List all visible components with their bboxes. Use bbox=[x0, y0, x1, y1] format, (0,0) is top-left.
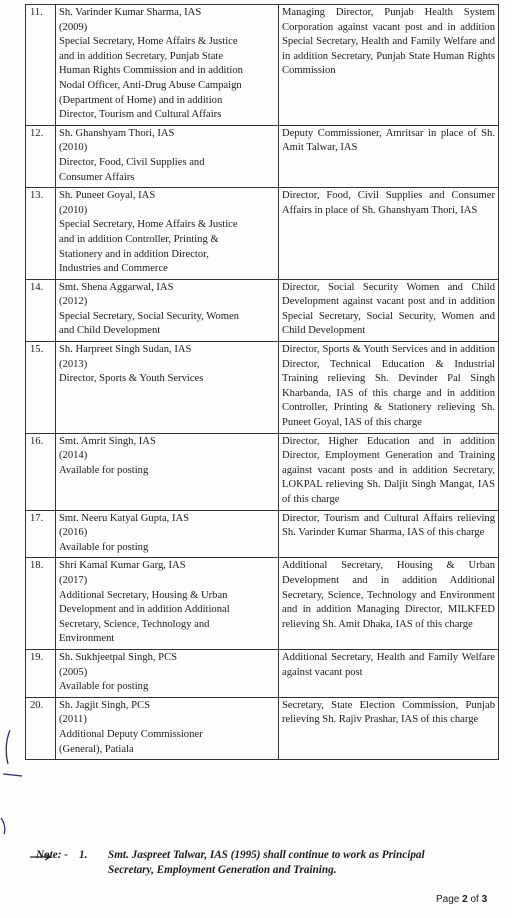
officer-cell bbox=[56, 342, 279, 434]
officer-name: Sh. Sukhjeetpal Singh, PCS bbox=[59, 651, 178, 663]
current-posting-line: Additional Deputy Commissioner bbox=[59, 728, 203, 740]
table-row bbox=[26, 279, 499, 341]
officer-cell bbox=[56, 649, 279, 697]
note-line-2: Secretary, Employment Generation and Training. bbox=[108, 864, 337, 876]
new-posting-cell: Additional Secretary, Housing & Urban Development and in addition Additional Secretary, Science, Technology and Environment and in addition Managing Director, MILKFED relieving Sh. Amit Dhaka, IAS of this charge bbox=[279, 558, 499, 650]
new-posting-cell: Director, Higher Education and in addition Director, Employment Generation and Training against vacant posts and in addition Secretary, LOKPAL relieving Sh. Daljit Singh Mangat, IAS of this charge bbox=[279, 433, 499, 510]
new-posting-cell: Director, Social Security Women and Child Development against vacant post and in addition Special Secretary, Social Security, Women and Child Development bbox=[279, 279, 499, 341]
note-line-1: Smt. Jaspreet Talwar, IAS (1995) shall continue to work as Principal bbox=[108, 849, 425, 861]
officer-name: Sh. Harpreet Singh Sudan, IAS bbox=[59, 344, 192, 356]
current-posting-line: Human Rights Commission and in addition bbox=[59, 65, 243, 77]
officer-batch-year: (2005) bbox=[59, 666, 88, 678]
officer-cell bbox=[56, 5, 279, 126]
current-posting-line: (Department of Home) and in addition bbox=[59, 94, 223, 106]
officer-cell bbox=[56, 697, 279, 759]
table-row bbox=[26, 342, 499, 434]
page-number bbox=[436, 894, 487, 905]
page-total: 3 bbox=[481, 894, 488, 905]
new-posting-cell: Deputy Commissioner, Amritsar in place of Sh. Amit Talwar, IAS bbox=[279, 125, 499, 187]
row-serial-number: 17. bbox=[26, 510, 56, 558]
new-posting-cell: Director, Tourism and Cultural Affairs relieving Sh. Varinder Kumar Sharma, IAS of this charge bbox=[279, 510, 499, 558]
officer-batch-year: (2012) bbox=[59, 296, 88, 308]
current-posting-line: Special Secretary, Home Affairs & Justice bbox=[59, 36, 238, 48]
row-serial-number: 16. bbox=[26, 433, 56, 510]
officer-batch-year: (2011) bbox=[59, 714, 87, 726]
current-posting-line: Industries and Commerce bbox=[59, 263, 168, 275]
officer-batch-year: (2010) bbox=[59, 142, 88, 154]
current-posting-line: Director, Food, Civil Supplies and bbox=[59, 156, 205, 168]
row-serial-number: 19. bbox=[26, 649, 56, 697]
table-row bbox=[26, 125, 499, 187]
page-current: 2 bbox=[462, 894, 468, 905]
table-row bbox=[26, 558, 499, 650]
current-posting-line: Nodal Officer, Anti-Drug Abuse Campaign bbox=[59, 79, 242, 91]
officer-name: Sh. Jagjit Singh, PCS bbox=[59, 699, 150, 711]
new-posting-cell: Director, Food, Civil Supplies and Consumer Affairs in place of Sh. Ghanshyam Thori, IAS bbox=[279, 188, 499, 280]
officer-cell bbox=[56, 510, 279, 558]
transfer-posting-table bbox=[25, 4, 499, 760]
current-posting-line: Special Secretary, Home Affairs & Justice bbox=[59, 219, 238, 231]
table-row bbox=[26, 188, 499, 280]
officer-cell bbox=[56, 433, 279, 510]
current-posting-line: Special Secretary, Social Security, Women bbox=[59, 310, 239, 322]
officer-batch-year: (2009) bbox=[59, 21, 88, 33]
current-posting-line: Stationery and in addition Director, bbox=[59, 248, 209, 260]
row-serial-number: 15. bbox=[26, 342, 56, 434]
current-posting-line: Available for posting bbox=[59, 681, 149, 693]
current-posting-line: and in addition Controller, Printing & bbox=[59, 233, 219, 245]
current-posting-line: Secretary, Science, Technology and bbox=[59, 618, 210, 630]
table-row bbox=[26, 510, 499, 558]
officer-name: Smt. Amrit Singh, IAS bbox=[59, 435, 156, 447]
current-posting-line: Development and in addition Additional bbox=[59, 604, 230, 616]
officer-name: Smt. Neeru Katyal Gupta, IAS bbox=[59, 512, 190, 524]
new-posting-cell: Director, Sports & Youth Services and in addition Director, Technical Education & Industrial Training relieving Sh. Devinder Pal Singh Kharbanda, IAS of this charge and in addition Controller, Printing & Stationery relieving Sh. Puneet Goyal, IAS of this charge bbox=[279, 342, 499, 434]
row-serial-number: 11. bbox=[26, 5, 56, 126]
page-of: of bbox=[470, 894, 479, 905]
current-posting-line: Environment bbox=[59, 633, 115, 645]
row-serial-number: 18. bbox=[26, 558, 56, 650]
current-posting-line: Additional Secretary, Housing & Urban bbox=[59, 589, 228, 601]
note-number: 1. bbox=[79, 849, 88, 861]
current-posting-line: Available for posting bbox=[59, 541, 149, 553]
current-posting-line: and in addition Secretary, Punjab State bbox=[59, 50, 224, 62]
new-posting-cell: Additional Secretary, Health and Family Welfare against vacant post bbox=[279, 649, 499, 697]
current-posting-line: Consumer Affairs bbox=[59, 171, 135, 183]
current-posting-line: Director, Tourism and Cultural Affairs bbox=[59, 109, 222, 121]
table-row bbox=[26, 649, 499, 697]
officer-batch-year: (2017) bbox=[59, 574, 88, 586]
officer-name: Smt. Shena Aggarwal, IAS bbox=[59, 281, 174, 293]
officer-cell bbox=[56, 279, 279, 341]
new-posting-cell: Managing Director, Punjab Health System Corporation against vacant post and in addition Special Secretary, Health and Family Welfare and in addition Secretary, Punjab State Human Rights Commission bbox=[279, 5, 499, 126]
officer-batch-year: (2016) bbox=[59, 527, 88, 539]
officer-cell bbox=[56, 558, 279, 650]
officer-batch-year: (2010) bbox=[59, 204, 88, 216]
officer-batch-year: (2013) bbox=[59, 358, 88, 370]
officer-cell bbox=[56, 188, 279, 280]
page-prefix: Page bbox=[436, 894, 460, 905]
current-posting-line: and Child Development bbox=[59, 325, 161, 337]
officer-batch-year: (2014) bbox=[59, 450, 88, 462]
table-row bbox=[26, 697, 499, 759]
current-posting-line: Available for posting bbox=[59, 464, 149, 476]
officer-name: Shri Kamal Kumar Garg, IAS bbox=[59, 560, 186, 572]
officer-name: Sh. Puneet Goyal, IAS bbox=[59, 190, 156, 202]
table-row bbox=[26, 5, 499, 126]
row-serial-number: 13. bbox=[26, 188, 56, 280]
current-posting-line: Director, Sports & Youth Services bbox=[59, 373, 204, 385]
table-row bbox=[26, 433, 499, 510]
officer-name: Sh. Ghanshyam Thori, IAS bbox=[59, 127, 175, 139]
margin-pen-mark bbox=[0, 722, 24, 872]
row-serial-number: 20. bbox=[26, 697, 56, 759]
row-serial-number: 14. bbox=[26, 279, 56, 341]
new-posting-cell: Secretary, State Election Commission, Punjab relieving Sh. Rajiv Prashar, IAS of this charge bbox=[279, 697, 499, 759]
table-body bbox=[26, 5, 499, 760]
officer-name: Sh. Varinder Kumar Sharma, IAS bbox=[59, 7, 202, 18]
row-serial-number: 12. bbox=[26, 125, 56, 187]
note-text bbox=[108, 848, 512, 878]
current-posting-line: (General), Patiala bbox=[59, 743, 134, 755]
officer-cell bbox=[56, 125, 279, 187]
note-label: Note: - bbox=[36, 849, 68, 861]
